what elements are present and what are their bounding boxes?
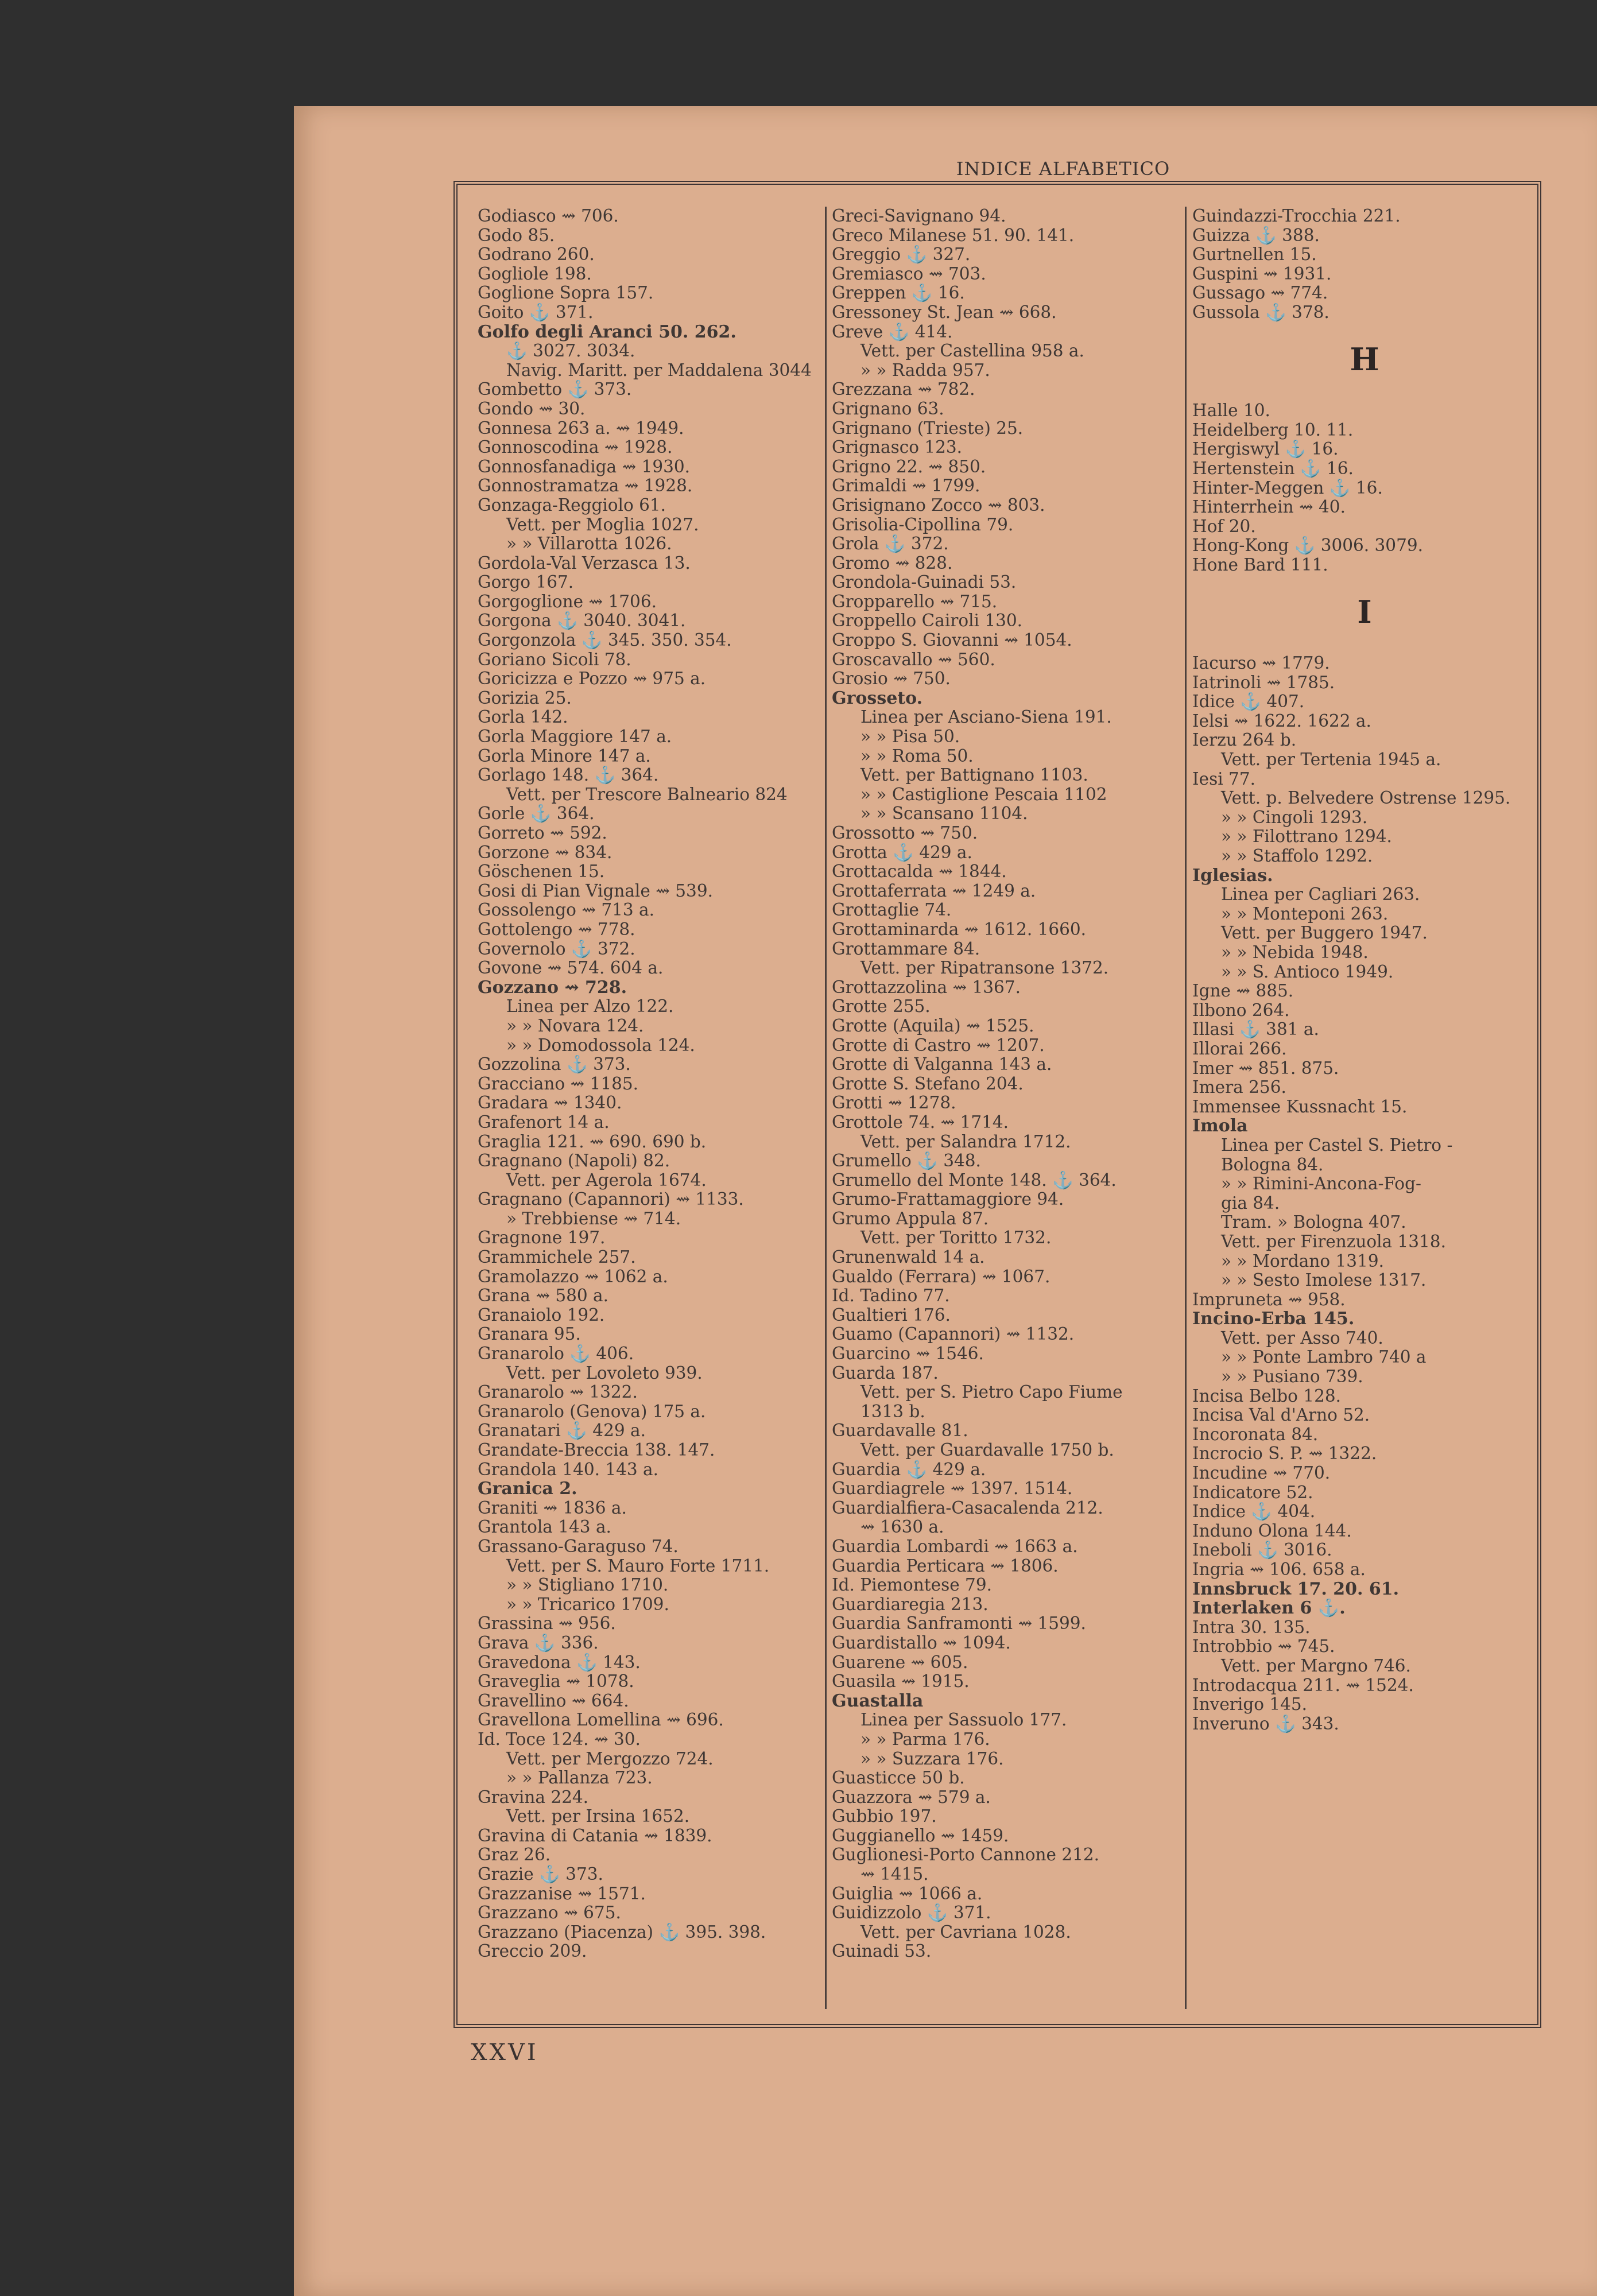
index-entry: Granatari ⚓ 429 a. <box>478 1421 646 1441</box>
index-entry: Grignasco 123. <box>832 438 963 457</box>
index-entry: Grigno 22. ⇝ 850. <box>832 457 986 476</box>
index-entry: » » Nebida 1948. <box>1221 943 1369 962</box>
index-entry: Granica 2. <box>478 1479 577 1499</box>
index-entry: Tram. » Bologna 407. <box>1221 1213 1406 1232</box>
page-header: INDICE ALFABETICO <box>956 158 1170 180</box>
index-entry: Grandola 140. 143 a. <box>478 1460 659 1479</box>
index-entry: gia 84. <box>1221 1193 1280 1213</box>
index-entry: Gonnostramatza ⇝ 1928. <box>478 476 693 496</box>
index-entry: » » Radda 957. <box>860 360 990 380</box>
index-entry: Godo 85. <box>478 226 555 245</box>
index-entry: Grumello ⚓ 348. <box>832 1151 981 1171</box>
index-entry: » » Staffolo 1292. <box>1221 847 1373 866</box>
index-entry: » » Sesto Imolese 1317. <box>1221 1271 1427 1290</box>
book-page <box>294 106 1597 2296</box>
index-entry: 1313 b. <box>860 1402 925 1421</box>
index-entry: Ielsi ⇝ 1622. 1622 a. <box>1192 711 1371 731</box>
index-entry: Gradara ⇝ 1340. <box>478 1093 622 1113</box>
index-entry: Idice ⚓ 407. <box>1192 692 1305 712</box>
index-entry: Guglionesi-Porto Cannone 212. <box>832 1845 1100 1865</box>
index-entry: Guardistallo ⇝ 1094. <box>832 1633 1011 1653</box>
index-entry: Linea per Asciano-Siena 191. <box>860 708 1112 727</box>
index-entry: Goito ⚓ 371. <box>478 302 594 322</box>
entries-g-end <box>1192 207 1537 323</box>
index-column-1 <box>478 207 822 2009</box>
index-entry: Gremiasco ⇝ 703. <box>832 264 986 284</box>
index-entry: Gogliole 198. <box>478 264 592 284</box>
index-entry: Vett. per Margno 746. <box>1221 1656 1411 1676</box>
index-entry: Vett. per Asso 740. <box>1221 1328 1383 1348</box>
index-entry: Gonzaga-Reggiolo 61. <box>478 495 666 515</box>
index-entry: Guardiaregia 213. <box>832 1595 989 1614</box>
index-entry: Greggio ⚓ 327. <box>832 245 971 265</box>
index-entry: Gualdo (Ferrara) ⇝ 1067. <box>832 1267 1051 1286</box>
index-entry: Grazzano ⇝ 675. <box>478 1903 621 1923</box>
index-entry: Gurtnellen 15. <box>1192 245 1317 265</box>
index-entry: Hong-Kong ⚓ 3006. 3079. <box>1192 536 1423 556</box>
index-entry: Guardavalle 81. <box>832 1421 968 1441</box>
index-entry: Intra 30. 135. <box>1192 1618 1311 1637</box>
index-entry: Gorgo 167. <box>478 573 574 592</box>
index-entry: Goricizza e Pozzo ⇝ 975 a. <box>478 669 706 689</box>
index-entry: Linea per Cagliari 263. <box>1221 885 1420 905</box>
index-entry: Grana ⇝ 580 a. <box>478 1286 608 1306</box>
index-entry: Id. Piemontese 79. <box>832 1576 992 1595</box>
index-entry: Gosi di Pian Vignale ⇝ 539. <box>478 881 713 901</box>
index-entry: Gramolazzo ⇝ 1062 a. <box>478 1267 668 1286</box>
index-entry: Immensee Kussnacht 15. <box>1192 1097 1408 1116</box>
index-entry: Iglesias. <box>1192 866 1273 886</box>
index-entry: Goglione Sopra 157. <box>478 284 654 303</box>
page-number: XXVI <box>471 2039 538 2066</box>
index-entry: Vett. per Mergozzo 724. <box>506 1749 714 1768</box>
index-entry: » » Villarotta 1026. <box>506 534 672 554</box>
index-entry: Granarolo ⚓ 406. <box>478 1344 634 1364</box>
index-entry: Linea per Alzo 122. <box>506 997 674 1017</box>
index-entry: Gorla Minore 147 a. <box>478 746 651 766</box>
index-entry: Gorle ⚓ 364. <box>478 804 595 824</box>
index-entry: » » Mordano 1319. <box>1221 1251 1384 1271</box>
index-entry: Grumo-Frattamaggiore 94. <box>832 1190 1064 1209</box>
index-entry: Imola <box>1192 1116 1248 1136</box>
index-entry: Vett. p. Belvedere Ostrense 1295. <box>1221 789 1511 808</box>
index-entry: Grammichele 257. <box>478 1248 636 1267</box>
index-entry: Incisa Belbo 128. <box>1192 1386 1341 1406</box>
index-entry: ⇝ 1415. <box>860 1865 929 1884</box>
index-entry: Granarolo ⇝ 1322. <box>478 1383 638 1402</box>
index-entry: » » Ponte Lambro 740 a <box>1221 1348 1427 1367</box>
index-entry: Grunenwald 14 a. <box>832 1248 985 1267</box>
index-entry: Vett. per Lovoleto 939. <box>506 1363 703 1383</box>
index-entry: Incino-Erba 145. <box>1192 1309 1355 1329</box>
index-entry: Gordola-Val Verzasca 13. <box>478 553 691 573</box>
index-entry: Incoronata 84. <box>1192 1425 1319 1444</box>
index-entry: Graz 26. <box>478 1845 551 1865</box>
index-entry: Graveglia ⇝ 1078. <box>478 1672 634 1692</box>
column-divider <box>1185 207 1187 2009</box>
index-entry: ⚓ 3027. 3034. <box>506 342 635 361</box>
index-entry: Vett. per S. Pietro Capo Fiume <box>860 1383 1123 1402</box>
index-entry: Gravina 224. <box>478 1787 589 1807</box>
index-entry: » » Scansano 1104. <box>860 804 1028 824</box>
index-entry: Iesi 77. <box>1192 769 1255 789</box>
index-entry: Grantola 143 a. <box>478 1518 611 1537</box>
index-entry: Grossotto ⇝ 750. <box>832 824 978 843</box>
index-entry: Indicatore 52. <box>1192 1483 1313 1502</box>
index-entry: » » Novara 124. <box>506 1016 644 1035</box>
index-entry: Grazzanise ⇝ 1571. <box>478 1884 646 1903</box>
index-entry: Gragnano (Capannori) ⇝ 1133. <box>478 1190 744 1209</box>
index-entry: Gropparello ⇝ 715. <box>832 592 998 611</box>
index-entry: Gorlago 148. ⚓ 364. <box>478 766 659 785</box>
index-entry: Illasi ⚓ 381 a. <box>1192 1020 1319 1040</box>
index-entry: Introbbio ⇝ 745. <box>1192 1637 1335 1657</box>
index-entry: Impruneta ⇝ 958. <box>1192 1290 1346 1309</box>
index-entry: Grumo Appula 87. <box>832 1209 989 1228</box>
index-entry: Grezzana ⇝ 782. <box>832 380 975 400</box>
index-entry: Linea per Castel S. Pietro - <box>1221 1135 1453 1155</box>
index-entry: » » Filottrano 1294. <box>1221 827 1392 847</box>
index-entry: » » Suzzara 176. <box>860 1749 1004 1768</box>
index-entry: Gorgoglione ⇝ 1706. <box>478 592 657 611</box>
index-entry: Gondo ⇝ 30. <box>478 399 586 418</box>
index-entry: Grottammare 84. <box>832 939 980 959</box>
index-entry: Vett. per S. Mauro Forte 1711. <box>506 1556 770 1576</box>
index-entry: Gonnosfanadiga ⇝ 1930. <box>478 457 691 476</box>
index-entry: Groscavallo ⇝ 560. <box>832 650 995 669</box>
index-entry: Grotte (Aquila) ⇝ 1525. <box>832 1016 1034 1035</box>
index-entry: Vett. per Moglia 1027. <box>506 515 699 534</box>
index-entry: Guarcino ⇝ 1546. <box>832 1344 984 1364</box>
index-entry: Guardia Sanframonti ⇝ 1599. <box>832 1614 1086 1634</box>
index-entry: » » Pisa 50. <box>860 727 960 747</box>
index-entry: Grottazzolina ⇝ 1367. <box>832 978 1021 997</box>
index-entry: Incisa Val d'Arno 52. <box>1192 1406 1370 1425</box>
index-entry: Grondola-Guinadi 53. <box>832 573 1017 592</box>
index-entry: Interlaken 6 ⚓. <box>1192 1599 1346 1618</box>
index-entry: Grotte 255. <box>832 997 931 1017</box>
index-entry: Groppo S. Giovanni ⇝ 1054. <box>832 631 1072 650</box>
index-entry: Ilbono 264. <box>1192 1000 1290 1020</box>
index-entry: Grassano-Garaguso 74. <box>478 1537 679 1556</box>
index-entry: Illorai 266. <box>1192 1039 1287 1058</box>
index-entry: Grosseto. <box>832 688 923 708</box>
index-entry: Gossolengo ⇝ 713 a. <box>478 901 655 920</box>
section-letter-i: I <box>1357 593 1372 630</box>
index-entry: Gorla Maggiore 147 a. <box>478 727 672 747</box>
index-entry: Guamo (Capannori) ⇝ 1132. <box>832 1325 1075 1344</box>
index-entry: Id. Tadino 77. <box>832 1286 950 1306</box>
index-entry: Gorgonzola ⚓ 345. 350. 354. <box>478 631 732 650</box>
index-entry: Graniti ⇝ 1836 a. <box>478 1498 627 1518</box>
column-divider <box>825 207 827 2009</box>
index-entry: Guardia Lombardi ⇝ 1663 a. <box>832 1537 1078 1556</box>
index-entry: Guardia ⚓ 429 a. <box>832 1460 986 1479</box>
index-entry: Ingria ⇝ 106. 658 a. <box>1192 1560 1366 1579</box>
index-entry: Gozzano ⇝ 728. <box>478 978 627 998</box>
index-entry: Gorzone ⇝ 834. <box>478 843 613 862</box>
index-entry: » » Rimini-Ancona-Fog- <box>1221 1174 1421 1194</box>
index-entry: Guardia Perticara ⇝ 1806. <box>832 1556 1059 1576</box>
index-entry: Grottole 74. ⇝ 1714. <box>832 1112 1009 1132</box>
index-entry: Guiglia ⇝ 1066 a. <box>832 1884 983 1903</box>
index-entry: Vett. per Toritto 1732. <box>860 1228 1052 1248</box>
index-entry: Guarda 187. <box>832 1363 939 1383</box>
index-entry: Grafenort 14 a. <box>478 1112 610 1132</box>
index-entry: Gussola ⚓ 378. <box>1192 302 1329 322</box>
index-entry: Greve ⚓ 414. <box>832 322 953 342</box>
index-entry: Grotti ⇝ 1278. <box>832 1093 956 1113</box>
index-entry: Navig. Maritt. per Maddalena 3044 <box>506 360 812 380</box>
index-entry: Iatrinoli ⇝ 1785. <box>1192 673 1335 692</box>
index-entry: Gorreto ⇝ 592. <box>478 824 607 843</box>
index-entry: Gragnone 197. <box>478 1228 606 1248</box>
index-entry: Indice ⚓ 404. <box>1192 1502 1316 1522</box>
index-entry: Greccio 209. <box>478 1942 587 1961</box>
index-entry: Guizza ⚓ 388. <box>1192 226 1320 245</box>
index-entry: Gonnesa 263 a. ⇝ 1949. <box>478 418 684 438</box>
index-entry: Ierzu 264 b. <box>1192 731 1297 750</box>
index-entry: Induno Olona 144. <box>1192 1521 1352 1541</box>
index-entry: Gombetto ⚓ 373. <box>478 380 632 400</box>
index-column-3 <box>1192 207 1537 2009</box>
index-entry: Guidizzolo ⚓ 371. <box>832 1903 991 1923</box>
index-entry: » » S. Antioco 1949. <box>1221 962 1394 982</box>
index-entry: Vett. per Guardavalle 1750 b. <box>860 1441 1114 1460</box>
index-entry: Gozzolina ⚓ 373. <box>478 1055 631 1075</box>
index-frame <box>453 181 1541 2028</box>
index-entry: Grotte S. Stefano 204. <box>832 1074 1024 1093</box>
index-entry: Grignano 63. <box>832 399 944 418</box>
index-entry: Vett. per Trescore Balneario 824 <box>506 785 788 804</box>
index-entry: » » Tricarico 1709. <box>506 1595 669 1614</box>
index-entry: » » Domodossola 124. <box>506 1035 695 1055</box>
index-entry: Governolo ⚓ 372. <box>478 939 635 959</box>
index-entry: Grottacalda ⇝ 1844. <box>832 862 1007 882</box>
index-entry: Inveruno ⚓ 343. <box>1192 1714 1339 1733</box>
index-entry: Gragnano (Napoli) 82. <box>478 1151 670 1171</box>
index-entry: Hertenstein ⚓ 16. <box>1192 459 1354 478</box>
index-entry: » » Monteponi 263. <box>1221 904 1389 924</box>
index-entry: Gottolengo ⇝ 778. <box>478 920 635 939</box>
index-entry: Greco Milanese 51. 90. 141. <box>832 226 1075 245</box>
index-entry: Gravina di Catania ⇝ 1839. <box>478 1826 712 1845</box>
index-entry: » » Roma 50. <box>860 746 974 766</box>
index-entry: Ineboli ⚓ 3016. <box>1192 1541 1332 1560</box>
index-entry: Hone Bard 111. <box>1192 555 1328 575</box>
index-entry: Hergiswyl ⚓ 16. <box>1192 440 1339 459</box>
index-entry: Greppen ⚓ 16. <box>832 284 965 303</box>
index-entry: Grassina ⇝ 956. <box>478 1614 616 1634</box>
index-entry: Grottaferrata ⇝ 1249 a. <box>832 881 1036 901</box>
index-entry: Granara 95. <box>478 1325 581 1344</box>
index-entry: Grottaminarda ⇝ 1612. 1660. <box>832 920 1087 939</box>
index-entry: Gressoney St. Jean ⇝ 668. <box>832 302 1057 322</box>
index-entry: Vett. per Castellina 958 a. <box>860 342 1084 361</box>
index-entry: ⇝ 1630 a. <box>860 1518 944 1537</box>
index-entry: Incrocio S. P. ⇝ 1322. <box>1192 1444 1377 1464</box>
index-entry: » » Pusiano 739. <box>1221 1367 1363 1387</box>
index-entry: Imera 256. <box>1192 1078 1286 1097</box>
index-entry: Vett. per Cavriana 1028. <box>860 1922 1071 1942</box>
index-entry: Grumello del Monte 148. ⚓ 364. <box>832 1170 1117 1190</box>
index-entry: Vett. per Salandra 1712. <box>860 1132 1071 1151</box>
index-entry: Godiasco ⇝ 706. <box>478 207 619 226</box>
index-entry: Gorgona ⚓ 3040. 3041. <box>478 611 686 631</box>
index-entry: Greci-Savignano 94. <box>832 207 1006 226</box>
index-entry: Introdacqua 211. ⇝ 1524. <box>1192 1676 1414 1695</box>
index-entry: Golfo degli Aranci 50. 262. <box>478 322 737 342</box>
index-entry: Guasticce 50 b. <box>832 1768 965 1788</box>
index-entry: Guindazzi-Trocchia 221. <box>1192 207 1401 226</box>
index-entry: » » Stigliano 1710. <box>506 1576 669 1595</box>
index-entry: Gravedona ⚓ 143. <box>478 1653 641 1672</box>
index-entry: Grotte di Valganna 143 a. <box>832 1055 1052 1075</box>
index-entry: » » Parma 176. <box>860 1729 990 1749</box>
index-entry: Goriano Sicoli 78. <box>478 650 631 669</box>
index-entry: Guastalla <box>832 1691 924 1711</box>
index-entry: » » Castiglione Pescaia 1102 <box>860 785 1107 804</box>
index-entry: Guarene ⇝ 605. <box>832 1653 968 1672</box>
index-entry: Incudine ⇝ 770. <box>1192 1464 1331 1483</box>
index-entry: Grottaglie 74. <box>832 901 952 920</box>
index-entry: Groppello Cairoli 130. <box>832 611 1023 631</box>
index-entry: Guasila ⇝ 1915. <box>832 1672 970 1692</box>
index-entry: Guardialfiera-Casacalenda 212. <box>832 1498 1103 1518</box>
index-entry: Bologna 84. <box>1221 1155 1324 1174</box>
index-entry: Hinter-Meggen ⚓ 16. <box>1192 478 1383 498</box>
index-entry: Imer ⇝ 851. 875. <box>1192 1058 1339 1078</box>
section-letter-h: H <box>1350 340 1379 378</box>
index-entry: Grotte di Castro ⇝ 1207. <box>832 1035 1045 1055</box>
index-entry: Hof 20. <box>1192 517 1256 536</box>
index-entry: Guinadi 53. <box>832 1942 932 1961</box>
index-entry: Grignano (Trieste) 25. <box>832 418 1024 438</box>
index-entry: Gualtieri 176. <box>832 1305 951 1325</box>
index-entry: Granarolo (Genova) 175 a. <box>478 1402 706 1421</box>
index-column-2 <box>832 207 1182 2009</box>
index-entry: Grola ⚓ 372. <box>832 534 949 554</box>
index-entry: Gorla 142. <box>478 708 568 727</box>
index-entry: Grimaldi ⇝ 1799. <box>832 476 980 496</box>
index-entry: Granaiolo 192. <box>478 1305 605 1325</box>
index-entry: Grazzano (Piacenza) ⚓ 395. 398. <box>478 1922 766 1942</box>
index-entry: Gubbio 197. <box>832 1807 937 1826</box>
index-entry: Godrano 260. <box>478 245 595 265</box>
entries-i <box>1192 654 1537 1733</box>
index-entry: Gromo ⇝ 828. <box>832 553 953 573</box>
index-entry: Gussago ⇝ 774. <box>1192 284 1328 303</box>
index-entry: Innsbruck 17. 20. 61. <box>1192 1579 1400 1599</box>
index-entry: Grosio ⇝ 750. <box>832 669 951 689</box>
index-entry: » » Pallanza 723. <box>506 1768 653 1788</box>
index-entry: Göschenen 15. <box>478 862 605 882</box>
index-entry: » » Cingoli 1293. <box>1221 808 1368 827</box>
index-entry: Guggianello ⇝ 1459. <box>832 1826 1009 1845</box>
index-entry: Id. Toce 124. ⇝ 30. <box>478 1729 641 1749</box>
index-entry: Vett. per Agerola 1674. <box>506 1170 707 1190</box>
index-entry: Grisignano Zocco ⇝ 803. <box>832 495 1045 515</box>
index-entry: Vett. per Tertenia 1945 a. <box>1221 750 1441 770</box>
index-entry: Vett. per Irsina 1652. <box>506 1807 690 1826</box>
index-entry: Gorizia 25. <box>478 688 572 708</box>
index-entry: Guardiagrele ⇝ 1397. 1514. <box>832 1479 1073 1499</box>
index-entry: Inverigo 145. <box>1192 1695 1308 1715</box>
index-entry: Vett. per Buggero 1947. <box>1221 924 1428 943</box>
index-entry: Vett. per Firenzuola 1318. <box>1221 1232 1446 1251</box>
index-entry: Grazie ⚓ 373. <box>478 1865 603 1884</box>
index-entry: Grandate-Breccia 138. 147. <box>478 1441 715 1460</box>
index-entry: » Trebbiense ⇝ 714. <box>506 1209 681 1228</box>
index-entry: Grotta ⚓ 429 a. <box>832 843 972 862</box>
index-entry: Linea per Sassuolo 177. <box>860 1711 1067 1730</box>
index-entry: Gonnoscodina ⇝ 1928. <box>478 438 673 457</box>
index-entry: Vett. per Battignano 1103. <box>860 766 1088 785</box>
entries-h <box>1192 401 1537 575</box>
index-entry: Graglia 121. ⇝ 690. 690 b. <box>478 1132 707 1151</box>
index-entry: Halle 10. <box>1192 401 1270 421</box>
index-entry: Guazzora ⇝ 579 a. <box>832 1787 991 1807</box>
index-entry: Guspini ⇝ 1931. <box>1192 264 1332 284</box>
index-entry: Gracciano ⇝ 1185. <box>478 1074 639 1093</box>
index-entry: Govone ⇝ 574. 604 a. <box>478 959 664 978</box>
index-entry: Gravellino ⇝ 664. <box>478 1691 629 1711</box>
index-entry: Heidelberg 10. 11. <box>1192 420 1354 440</box>
index-entry: Grisolia-Cipollina 79. <box>832 515 1014 534</box>
index-entry: Hinterrhein ⇝ 40. <box>1192 498 1346 517</box>
index-entry: Gravellona Lomellina ⇝ 696. <box>478 1711 724 1730</box>
index-entry: Grava ⚓ 336. <box>478 1633 599 1653</box>
index-entry: Igne ⇝ 885. <box>1192 982 1294 1001</box>
index-entry: Iacurso ⇝ 1779. <box>1192 654 1330 673</box>
index-entry: Vett. per Ripatransone 1372. <box>860 959 1109 978</box>
